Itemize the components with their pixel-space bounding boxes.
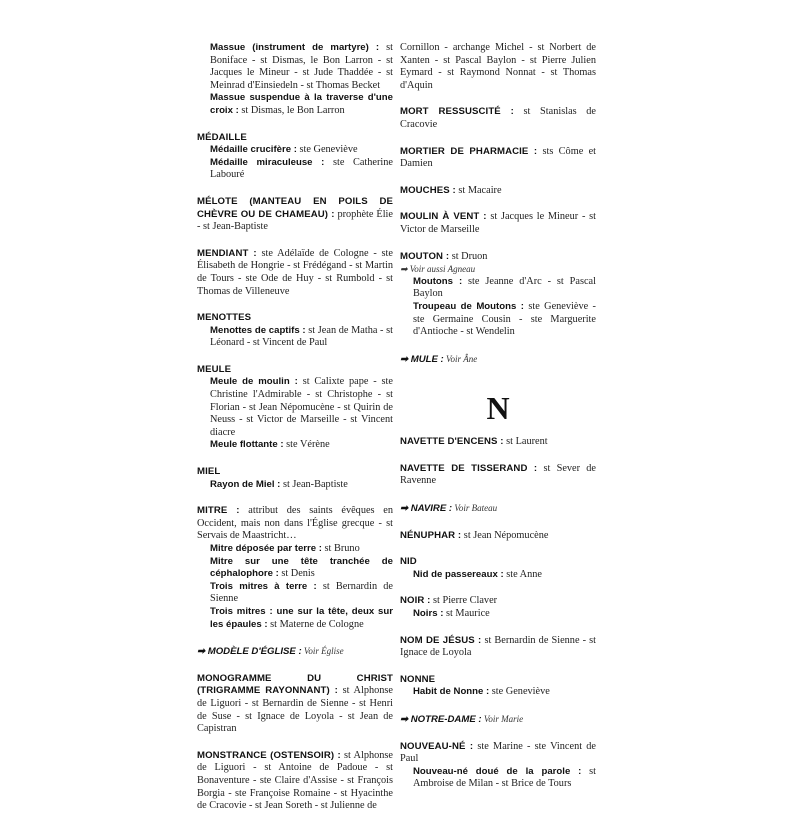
dictionary-entry xyxy=(400,211,596,236)
sub-entry xyxy=(400,608,596,621)
entry-saints: ste Marine - ste Vincent de Paul xyxy=(400,740,597,765)
entry-headword: MOULIN À VENT : xyxy=(400,211,487,223)
sub-entry-saints: ste Catherine Labouré xyxy=(210,156,393,181)
cross-reference-arrow: ➡ NAVIRE : xyxy=(400,503,453,515)
sub-entry-saints: st Boniface - st Dismas, le Bon Larron - st Jacques le Mineur - st Jude Thaddée - st Meinrad d'Einsiedeln - st Thomas Becket xyxy=(210,42,393,91)
entry-headword: MEULE xyxy=(197,363,232,375)
right-column-n-entries xyxy=(400,436,596,791)
entry-headword: NONNE xyxy=(400,673,436,685)
sub-entry xyxy=(197,439,393,452)
sub-entry-headword: Meule flottante : xyxy=(210,439,284,451)
dictionary-entry xyxy=(197,364,393,452)
sub-entry xyxy=(197,325,393,350)
entry-saints: st Druon xyxy=(449,250,488,262)
sub-entry xyxy=(197,606,393,631)
sub-entry-headword: Médaille miraculeuse : xyxy=(210,156,325,168)
entry-line xyxy=(197,312,393,325)
entry-line xyxy=(197,364,393,377)
entry-headword: MENOTTES xyxy=(197,312,252,324)
entry-headword: MITRE : xyxy=(197,505,240,517)
entry-line xyxy=(400,530,596,543)
dictionary-entry xyxy=(400,353,596,367)
sub-entry xyxy=(197,42,393,92)
sub-entry-headword: Trois mitres : une sur la tête, deux sur les épaules : xyxy=(210,605,393,630)
sub-entry xyxy=(197,479,393,492)
sub-entry-headword: Trois mitres à terre : xyxy=(210,580,317,592)
entry-saints: st Jean Népomucène xyxy=(461,529,549,541)
entry-headword: MORTIER DE PHARMACIE : xyxy=(400,145,538,157)
sub-entry xyxy=(400,569,596,582)
cross-reference-target: Voir Âne xyxy=(443,353,478,364)
entry-saints: st Sever de Ravenne xyxy=(400,462,596,487)
sub-entry-headword: Noirs : xyxy=(413,608,444,620)
dictionary-entry xyxy=(400,530,596,543)
sub-entry-headword: Nid de passereaux : xyxy=(413,568,504,580)
entry-headword: MÉDAILLE xyxy=(197,131,247,143)
entry-line xyxy=(197,248,393,298)
sub-entry-saints: st Calixte pape - ste Christine l'Admirable - st Christophe - st Florian - st Jean Népomucène - st Quirin de Neuss - st Victor de Marseille - st Vincent diacre xyxy=(210,376,393,438)
entry-line xyxy=(197,750,393,813)
sub-entry-headword: Massue suspendue à la traverse d'une croix : xyxy=(210,92,393,116)
dictionary-entry xyxy=(197,750,393,813)
entry-line xyxy=(197,196,393,234)
sub-entry-headword: Rayon de Miel : xyxy=(210,478,281,490)
sub-entry-headword: Massue (instrument de martyre) : xyxy=(210,42,380,53)
cross-reference-arrow: ➡ NOTRE-DAME : xyxy=(400,714,482,725)
cross-reference-target: Voir Marie xyxy=(481,714,524,724)
entry-headword: MENDIANT : xyxy=(197,247,257,259)
sub-entry-headword: Meule de moulin : xyxy=(210,376,298,388)
sub-entry-saints: st Bruno xyxy=(321,543,360,554)
entry-headword: NID xyxy=(400,556,417,568)
entry-headword: NOIR : xyxy=(400,595,431,607)
dictionary-entry xyxy=(400,185,596,198)
entry-headword: NAVETTE DE TISSERAND : xyxy=(400,462,538,474)
cross-reference-target: Voir Bateau xyxy=(452,503,498,514)
sub-entry xyxy=(400,686,596,699)
entry-saints: sts Côme et Damien xyxy=(400,145,596,170)
sub-entry-saints: st Materne de Cologne xyxy=(267,618,364,630)
entry-saints: ste Adélaïde de Cologne - ste Élisabeth de Hongrie - st Frédégand - st Martin de Tours - ste Ode de Huy - st Rumbold - st Thomas de Villeneuve xyxy=(197,247,393,297)
sub-entry xyxy=(197,144,393,157)
sub-entry-headword: Médaille crucifère : xyxy=(210,144,297,156)
entry-headword: NAVETTE D'ENCENS : xyxy=(400,436,504,448)
entry-headword: MÉLOTE (MANTEAU EN POILS DE CHÈVRE OU DE CHAMEAU) : xyxy=(197,195,393,220)
sub-entry-headword: Mitre sur une tête tranchée de céphalophore : xyxy=(210,555,393,580)
sub-entry-saints: ste Geneviève xyxy=(296,144,358,156)
dictionary-entry xyxy=(400,436,596,449)
sub-entry-saints: ste Jeanne d'Arc - st Pascal Baylon xyxy=(413,275,596,300)
dictionary-entry xyxy=(197,42,393,118)
entry-saints: st Bernardin de Sienne - st Ignace de Loyola xyxy=(400,634,597,659)
entry-line xyxy=(400,436,596,449)
sub-entry xyxy=(197,581,393,606)
entry-line xyxy=(400,595,596,608)
cross-reference-arrow: ➡ MULE : xyxy=(400,353,444,365)
entry-headword: MONSTRANCE (OSTENSOIR) : xyxy=(197,749,341,761)
left-column xyxy=(197,42,393,827)
sub-entry-headword: Moutons : xyxy=(413,275,463,287)
dictionary-entry xyxy=(400,556,596,581)
dictionary-entry xyxy=(197,312,393,350)
entry-headword: MOUCHES : xyxy=(400,184,456,196)
entry-line xyxy=(400,106,596,131)
sub-entry-saints: ste Vérène xyxy=(283,439,330,451)
sub-entry xyxy=(197,376,393,439)
sub-entry-saints: st Maurice xyxy=(443,608,490,620)
dictionary-entry xyxy=(197,132,393,182)
dictionary-entry xyxy=(197,466,393,491)
sub-entry-saints: ste Geneviève xyxy=(489,686,550,698)
dictionary-entry xyxy=(400,713,596,727)
entry-line xyxy=(400,185,596,198)
entry-headword: MIEL xyxy=(197,466,221,478)
cross-reference-target: Voir Église xyxy=(301,646,344,657)
dictionary-entry xyxy=(400,502,596,516)
entry-line xyxy=(197,466,393,479)
continuation-text: Cornillon - archange Michel - st Norbert de Xanten - st Pascal Baylon - st Pierre Julien Eymard - st Raymond Nonnat - st Thomas d'Aquin xyxy=(400,42,596,91)
see-also-reference: ➡ Voir aussi Agneau xyxy=(400,264,476,275)
dictionary-entry xyxy=(197,196,393,234)
cross-reference-arrow: ➡ MODÈLE D'ÉGLISE : xyxy=(197,646,302,658)
entry-line xyxy=(400,251,596,264)
sub-entry-saints: ste Geneviève - ste Germaine Cousin - ste Marguerite d'Antioche - st Wendelin xyxy=(413,300,596,338)
entry-line xyxy=(400,635,596,660)
entry-headword: MONOGRAMME DU CHRIST (TRIGRAMME RAYONNANT) : xyxy=(197,672,393,697)
entry-line xyxy=(197,505,393,543)
sub-entry xyxy=(400,301,596,339)
dictionary-entry xyxy=(400,463,596,488)
sub-entry-headword: Troupeau de Moutons : xyxy=(413,300,524,312)
entry-saints: st Stanislas de Cracovie xyxy=(400,106,597,130)
entry-saints: st Macaire xyxy=(455,184,502,196)
sub-entry-saints: ste Anne xyxy=(503,568,542,580)
sub-entry xyxy=(400,766,596,791)
entry-headword: NOM DE JÉSUS : xyxy=(400,634,482,646)
dictionary-entry xyxy=(197,248,393,298)
dictionary-entry xyxy=(400,106,596,131)
sub-entry-headword: Habit de Nonne : xyxy=(413,686,490,698)
dictionary-entry xyxy=(197,645,393,659)
dictionary-entry xyxy=(400,674,596,699)
dictionary-entry xyxy=(400,251,596,339)
entry-saints: attribut des saints évêques en Occident, mais non dans l'Église grecque - st Servais de Maastricht… xyxy=(197,505,393,542)
section-letter: N xyxy=(486,390,510,427)
entry-headword: MORT RESSUSCITÉ : xyxy=(400,106,514,118)
entry-saints: st Pierre Claver xyxy=(430,595,498,607)
entry-saints: st Alphonse de Liguori - st Bernardin de Sienne - st Henri de Suse - st Ignace de Loyola - st Jean de Capistran xyxy=(197,685,394,735)
entry-line xyxy=(400,556,596,569)
sub-entry xyxy=(197,92,393,117)
dictionary-entry xyxy=(400,146,596,171)
entry-saints: st Alphonse de Liguori - st Antoine de Padoue - st Bonaventure - ste Claire d'Assise - st François Borgia - ste Françoise Romaine - st Hyacinthe de Cracovie - st Jean Soreth - st Julienne de xyxy=(197,749,393,812)
sub-entry-headword: Mitre déposée par terre : xyxy=(210,543,322,554)
entry-headword: MOUTON : xyxy=(400,250,450,262)
right-column-m-entries xyxy=(400,106,596,366)
entry-saints: st Laurent xyxy=(503,436,548,448)
sub-entry-saints: st Dismas, le Bon Larron xyxy=(238,104,345,116)
entry-saints: prophète Élie - st Jean-Baptiste xyxy=(197,208,393,233)
entry-headword: NOUVEAU-NÉ : xyxy=(400,740,474,752)
dictionary-entry xyxy=(400,741,596,791)
entry-saints: st Jacques le Mineur - st Victor de Marseille xyxy=(400,211,596,235)
sub-entry-saints: st Ambroise de Milan - st Brice de Tours xyxy=(413,765,596,790)
dictionary-entry xyxy=(400,635,596,660)
right-column xyxy=(400,42,596,805)
sub-entry xyxy=(197,543,393,556)
dictionary-entry xyxy=(197,505,393,631)
entry-line xyxy=(197,132,393,145)
entry-line xyxy=(400,211,596,236)
sub-entry-headword: Nouveau-né doué de la parole : xyxy=(413,765,582,777)
sub-entry-saints: st Jean de Matha - st Léonard - st Vincent de Paul xyxy=(210,324,393,349)
sub-entry-headword: Menottes de captifs : xyxy=(210,324,306,336)
sub-entry xyxy=(197,556,393,581)
entry-line xyxy=(197,673,393,736)
sub-entry-saints: st Jean-Baptiste xyxy=(280,478,348,490)
sub-entry xyxy=(197,157,393,182)
entry-line xyxy=(400,674,596,687)
dictionary-entry xyxy=(400,595,596,620)
entry-line xyxy=(400,741,596,766)
entry-line xyxy=(400,146,596,171)
dictionary-entry xyxy=(197,673,393,736)
entry-headword: NÉNUPHAR : xyxy=(400,529,462,541)
sub-entry-saints: st Bernardin de Sienne xyxy=(210,580,393,605)
sub-entry-saints: st Denis xyxy=(278,568,315,580)
sub-entry xyxy=(400,276,596,301)
entry-line xyxy=(400,463,596,488)
